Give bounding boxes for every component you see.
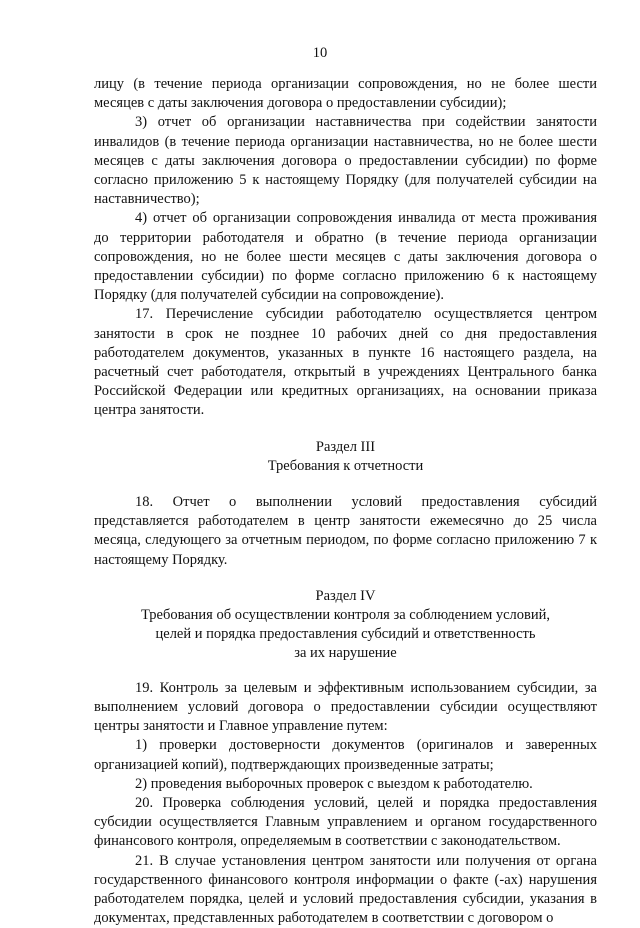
section-4-title-line-2: целей и порядка предоставления субсидий и ответственность bbox=[155, 626, 536, 643]
paragraph-19: 19. Контроль за целевым и эффективным использованием субсидии, за выполнением условий договора о предоставлении субсидии осуществляют центры занятости и Главное управление путем: bbox=[94, 679, 597, 735]
section-4-heading bbox=[94, 587, 597, 664]
paragraph-20: 20. Проверка соблюдения условий, целей и порядка предоставления субсидии осуществляется Главным управлением и органом государственного финансового контроля, определяемым в соответствии с законодательством. bbox=[94, 794, 597, 850]
section-4-title-line-3: за их нарушение bbox=[294, 645, 397, 662]
section-4-title-line-1: Требования об осуществлении контроля за соблюдением условий, bbox=[140, 607, 551, 624]
paragraph-item-4: 4) отчет об организации сопровождения инвалида от места проживания до территории работодателя и обратно (в течение периода организации сопровождения, но не более шести месяцев с даты заключения договора о предоставлении субсидии) по форме согласно приложению 6 к настоящему Порядку (для получателей субсидии на сопровождение). bbox=[94, 210, 597, 304]
paragraph-19-item-1: 1) проверки достоверности документов (оригиналов и заверенных организацией копий), подтверждающих произведенные затраты; bbox=[94, 737, 597, 773]
paragraph-continuation: лицу (в течение периода организации сопровождения, но не более шести месяцев с даты заключения договора о предоставлении субсидии); bbox=[94, 76, 597, 112]
paragraph-18: 18. Отчет о выполнении условий предоставления субсидий представляется работодателем в центр занятости ежемесячно до 25 числа месяца, следующего за отчетным периодом, по форме согласно приложению 7 к настоящему Порядку. bbox=[94, 494, 597, 568]
page-number: 10 bbox=[312, 45, 328, 61]
section-3-heading bbox=[94, 438, 597, 476]
paragraph-item-3: 3) отчет об организации наставничества при содействии занятости инвалидов (в течение периода организации наставничества, но не более шести месяцев с даты заключения договора о предоставлении субсидии) по форме согласно приложению 5 к настоящему Порядку (для получателей субсидии на наставничество); bbox=[94, 114, 597, 208]
paragraph-17: 17. Перечисление субсидии работодателю осуществляется центром занятости в срок не позднее 10 рабочих дней со дня предоставления работодателем документов, указанных в пункте 16 настоящего раздела, на расчетный счет работодателя, открытый в учреждениях Центрального банка Российской Федерации или кредитных организациях, на основании приказа центра занятости. bbox=[94, 306, 597, 419]
section-3-number: Раздел III bbox=[315, 438, 376, 455]
section-4-number: Раздел IV bbox=[315, 587, 376, 604]
section-3-title: Требования к отчетности bbox=[267, 457, 424, 474]
paragraph-19-item-2: 2) проведения выборочных проверок с выездом к работодателю. bbox=[135, 775, 533, 792]
paragraph-21: 21. В случае установления центром занятости или получения от органа государственного финансового контроля информации о факте (-ах) нарушения работодателем порядка, целей и условий предоставления субсидии, указания в документах, представленных работодателем в соответствии с договором о bbox=[94, 852, 597, 927]
document-body bbox=[94, 75, 597, 928]
